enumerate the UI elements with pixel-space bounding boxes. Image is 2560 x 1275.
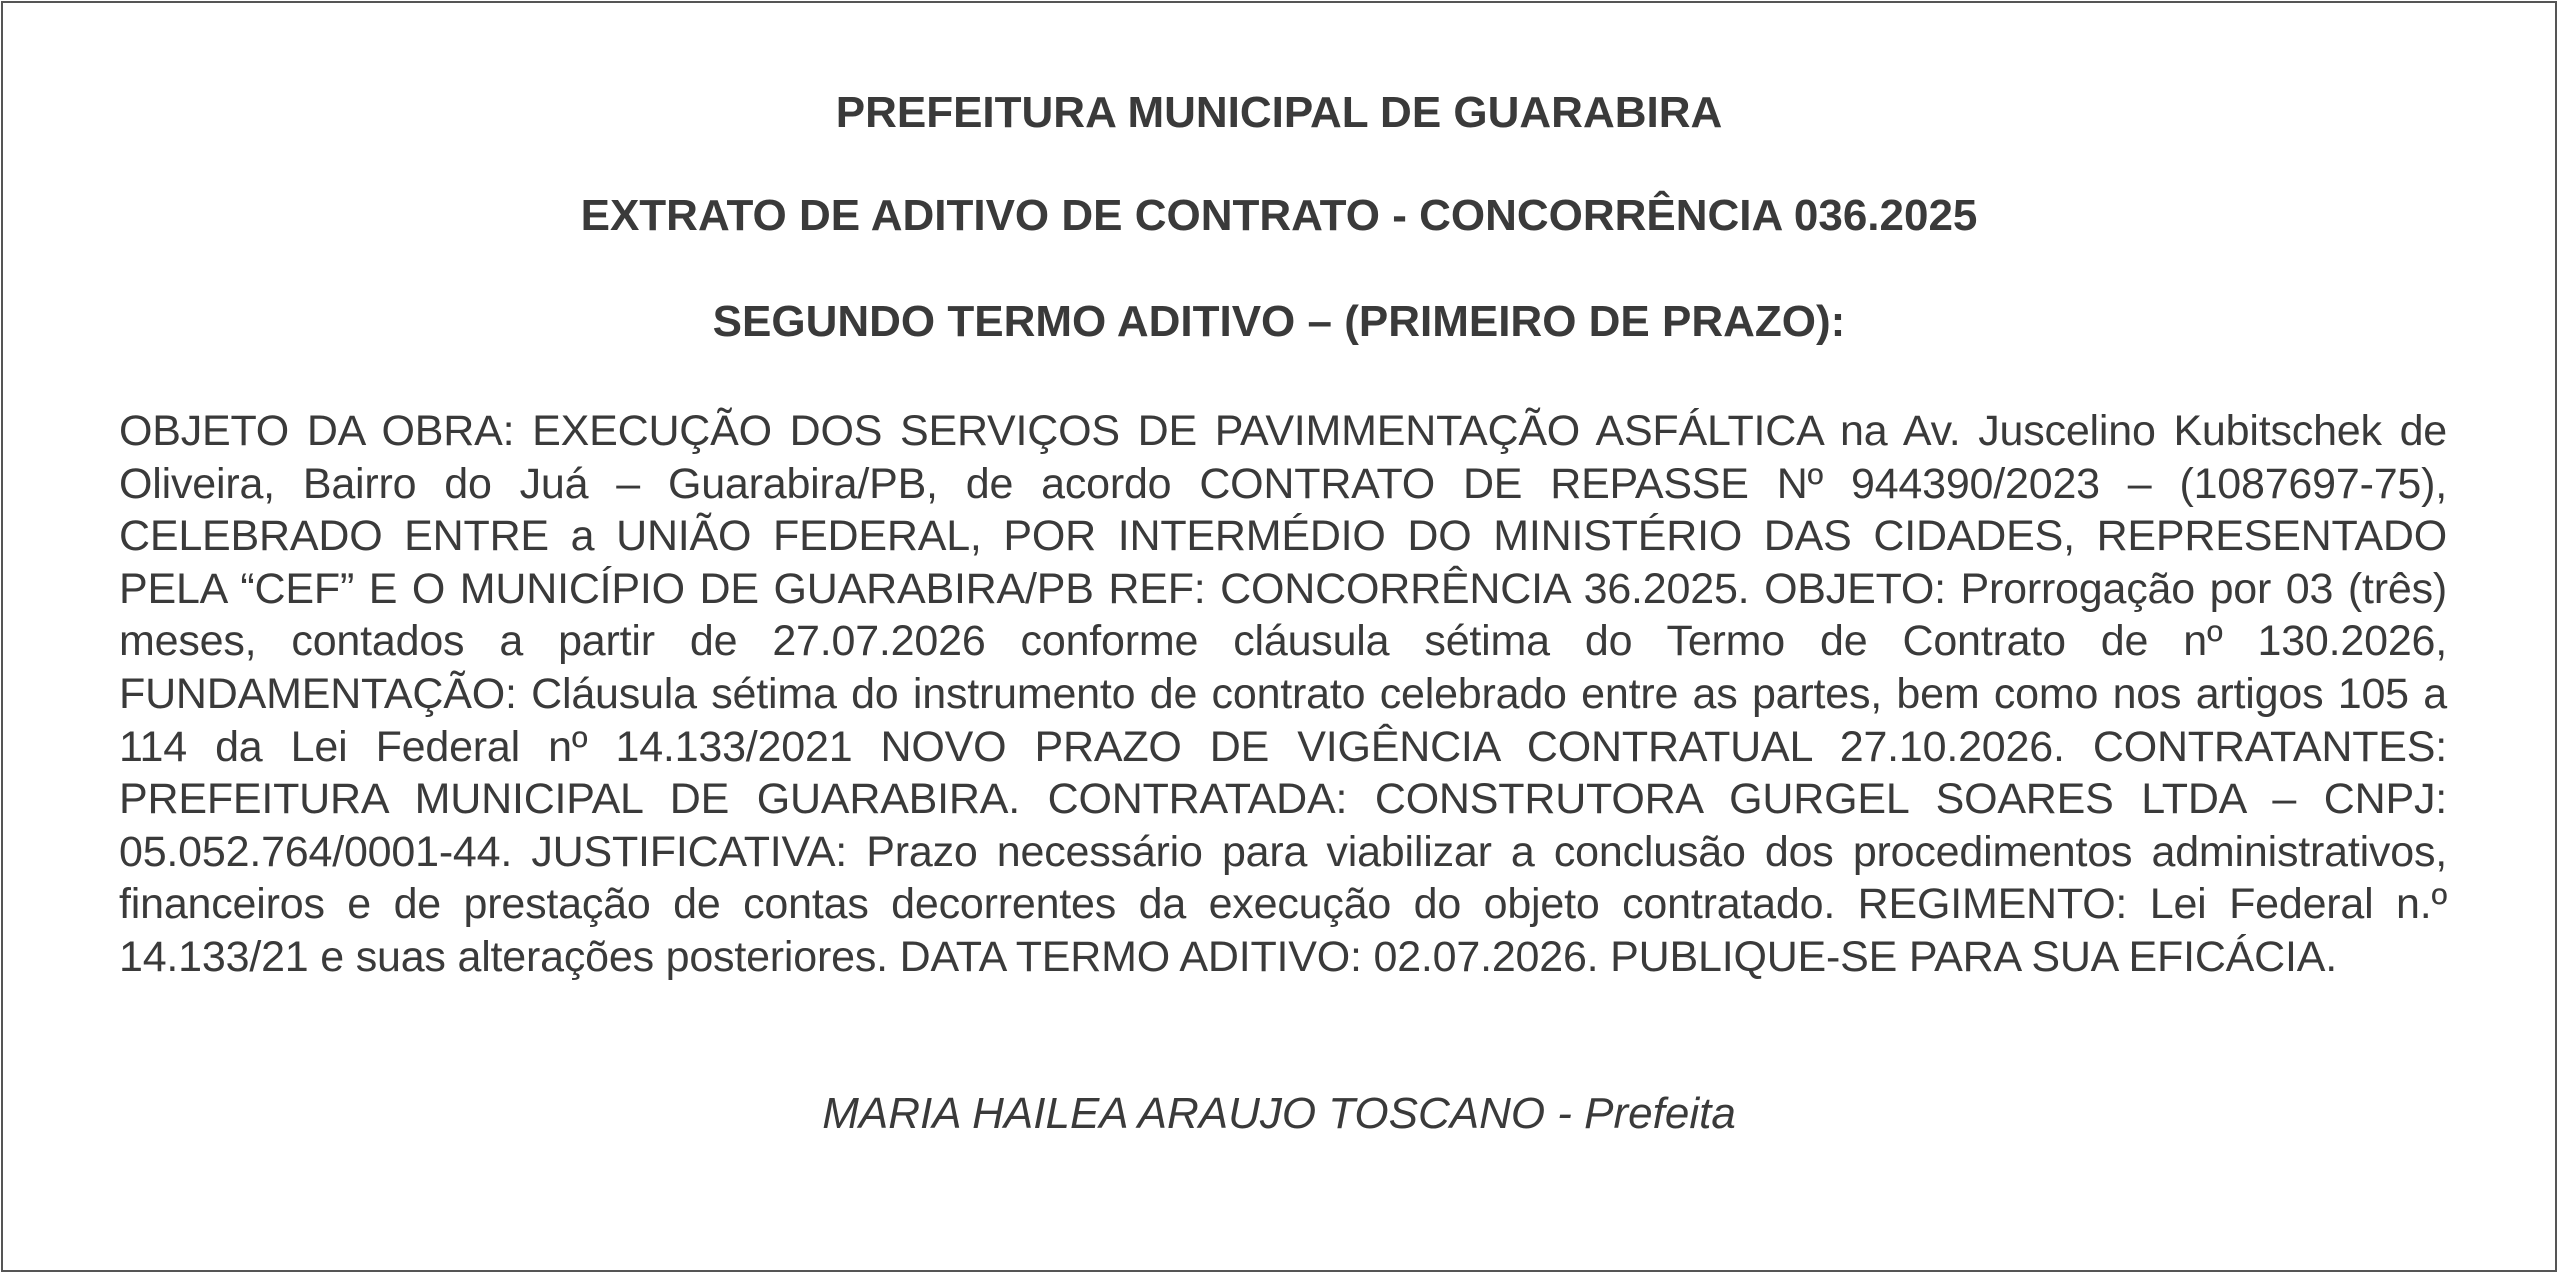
document-frame xyxy=(1,1,2557,1272)
document-title: PREFEITURA MUNICIPAL DE GUARABIRA xyxy=(835,88,1723,137)
signature-line: MARIA HAILEA ARAUJO TOSCANO - Prefeita xyxy=(822,1089,1736,1138)
body-paragraph: OBJETO DA OBRA: EXECUÇÃO DOS SERVIÇOS DE PAVIMMENTAÇÃO ASFÁLTICA na Av. Juscelino Kubitschek de Oliveira, Bairro do Juá – Guarabira/PB, de acordo CONTRATO DE REPASSE Nº 944390/2023 – (1087697-75), CELEBRADO ENTRE a UNIÃO FEDERAL, POR INTERMÉDIO DO MINISTÉRIO DAS CIDADES, REPRESENTADO PELA “CEF” E O MUNICÍPIO DE GUARABIRA/PB REF: CONCORRÊNCIA 36.2025. OBJETO: Prorrogação por 03 (três) meses, contados a partir de 27.07.2026 conforme cláusula sétima do Termo de Contrato de nº 130.2026, FUNDAMENTAÇÃO: Cláusula sétima do instrumento de contrato celebrado entre as partes, bem como nos artigos 105 a 114 da Lei Federal nº 14.133/2021 NOVO PRAZO DE VIGÊNCIA CONTRATUAL 27.10.2026. CONTRATANTES: PREFEITURA MUNICIPAL DE GUARABIRA. CONTRATADA: CONSTRUTORA GURGEL SOARES LTDA – CNPJ: 05.052.764/0001-44. JUSTIFICATIVA: Prazo necessário para viabilizar a conclusão dos procedimentos administrativos, financeiros e de prestação de contas decorrentes da execução do objeto contratado. REGIMENTO: Lei Federal n.º 14.133/21 e suas alterações posteriores. DATA TERMO ADITIVO: 02.07.2026. PUBLIQUE-SE PARA SUA EFICÁCIA. xyxy=(119,407,2447,981)
section-heading: SEGUNDO TERMO ADITIVO – (PRIMEIRO DE PRAZO): xyxy=(712,297,1846,346)
document-subtitle: EXTRATO DE ADITIVO DE CONTRATO - CONCORRÊNCIA 036.2025 xyxy=(580,191,1978,240)
